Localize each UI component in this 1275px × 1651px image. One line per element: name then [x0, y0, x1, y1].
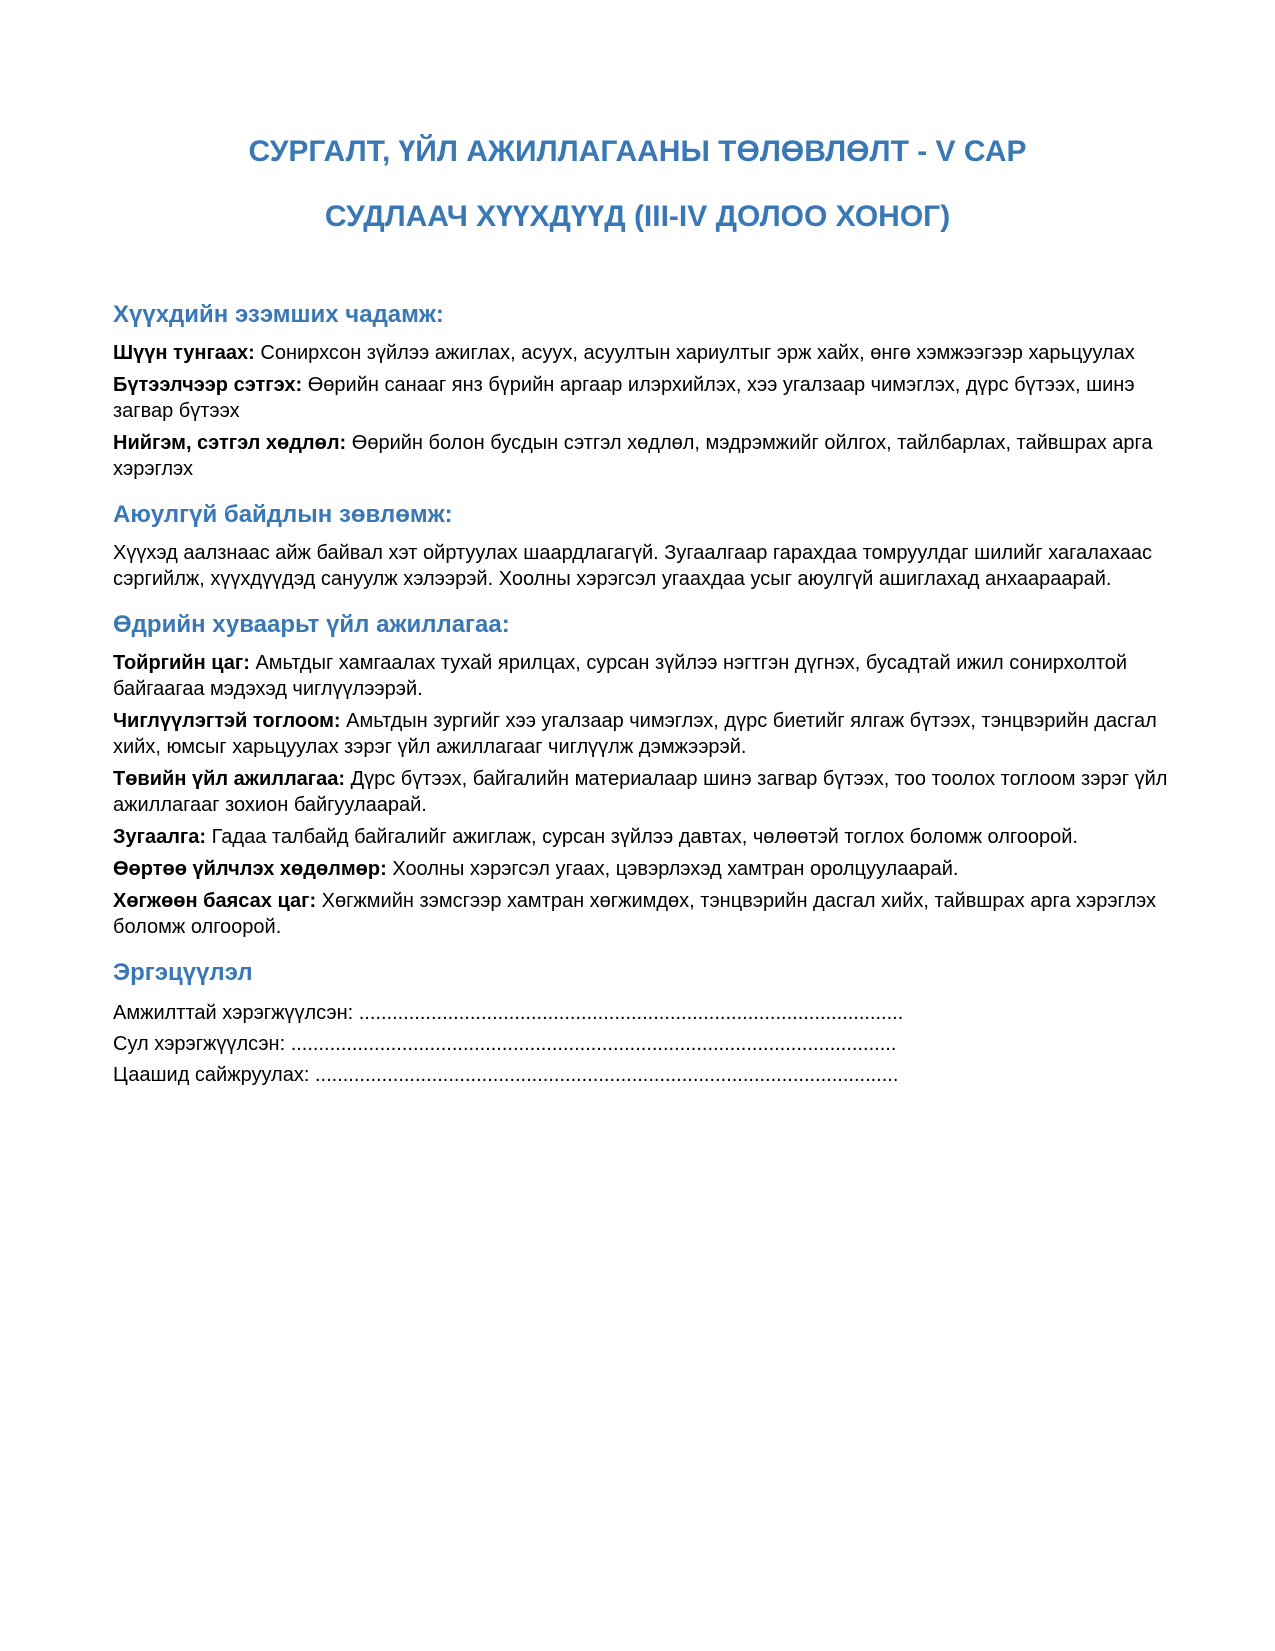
schedule-text: Амьтдын зургийг хээ угалзаар чимэглэх, дүрс биетийг ялгаж бүтээх, тэнцвэрийн дасгал хийх, юмсыг харьцуулах зэрэг үйл ажиллагааг чиглүүлж дэмжээрэй. — [113, 710, 1157, 758]
competency-item — [113, 372, 1173, 424]
safety-text: Хүүхэд аалзнаас айж байвал хэт ойртуулах шаардлагагүй. Зугаалгаар гарахдаа томруулдаг шилийг хагалахаас сэргийлж, хүүхдүүдэд сануулж хэлээрэй. Хоолны хэрэгсэл угаахдаа усыг аюулгүй ашиглахад анхаараарай. — [113, 542, 1152, 590]
competency-text: Өөрийн болон бусдын сэтгэл хөдлөл, мэдрэмжийг ойлгох, тайлбарлах, тайвшрах арга хэрэглэх — [113, 432, 1153, 480]
safety-heading: Аюулгүй байдлын зөвлөмж: — [113, 501, 453, 528]
evaluation-line-weak: Сул хэрэгжүүлсэн: ............................................................................................................. — [113, 1033, 897, 1055]
evaluation-heading: Эргэцүүлэл — [113, 959, 253, 986]
schedule-item — [113, 824, 1173, 850]
document-body — [113, 300, 1173, 1109]
schedule-item — [113, 708, 1173, 760]
schedule-item — [113, 888, 1173, 940]
schedule-label: Төвийн үйл ажиллагаа: — [113, 768, 346, 790]
competency-text: Сонирхсон зүйлээ ажиглах, асуух, асуултын хариултыг эрж хайх, өнгө хэмжээгээр харьцуулах — [254, 342, 1135, 364]
schedule-text: Хөгжмийн зэмсгээр хамтран хөгжимдөх, тэнцвэрийн дасгал хийх, тайвшрах арга хэрэглэх боломж олгоорой. — [113, 890, 1157, 938]
schedule-label: Зугаалга: — [113, 826, 207, 848]
competency-text: Өөрийн санааг янз бүрийн аргаар илэрхийлэх, хээ угалзаар чимэглэх, дүрс бүтээх, шинэ загвар бүтээх — [113, 374, 1135, 422]
title-line-1: СУРГАЛТ, ҮЙЛ АЖИЛЛАГААНЫ ТӨЛӨВЛӨЛТ - V САР — [248, 135, 1027, 168]
schedule-text: Дүрс бүтээх, байгалийн материалаар шинэ загвар бүтээх, тоо тоолох тоглоом зэрэг үйл ажиллагааг зохион байгуулаарай. — [113, 768, 1168, 816]
schedule-text: Амьтдыг хамгаалах тухай ярилцах, сурсан зүйлээ нэгтгэн дүгнэх, бусадтай ижил сонирхолтой байгаагаа мэдэхэд чиглүүлээрэй. — [113, 652, 1128, 700]
schedule-heading: Өдрийн хуваарьт үйл ажиллагаа: — [113, 611, 510, 638]
schedule-item — [113, 650, 1173, 702]
competency-item — [113, 430, 1173, 482]
schedule-section — [113, 610, 1173, 940]
competencies-heading: Хүүхдийн эзэмших чадамж: — [113, 301, 444, 328]
title-line-2: СУДЛААЧ ХҮҮХДҮҮД (III-IV ДОЛОО ХОНОГ) — [324, 200, 951, 233]
competency-item — [113, 340, 1173, 366]
schedule-label: Өөртөө үйлчлэх хөдөлмөр: — [113, 858, 387, 880]
competency-label: Шүүн тунгаах: — [113, 342, 255, 364]
schedule-label: Чиглүүлэгтэй тоглоом: — [113, 710, 341, 732]
schedule-label: Хөгжөөн баясах цаг: — [113, 890, 317, 912]
evaluation-section — [113, 958, 1173, 1091]
schedule-item — [113, 856, 1173, 882]
schedule-item — [113, 766, 1173, 818]
competency-label: Бүтээлчээр сэтгэх: — [113, 374, 303, 396]
competency-label: Нийгэм, сэтгэл хөдлөл: — [113, 432, 347, 454]
schedule-text: Гадаа талбайд байгалийг ажиглаж, сурсан зүйлээ давтах, чөлөөтэй тоглох боломж олгоорой. — [206, 826, 1078, 848]
evaluation-line-improve: Цаашид сайжруулах: ......................................................................................................... — [113, 1064, 899, 1086]
schedule-label: Тойргийн цаг: — [113, 652, 250, 674]
competencies-section — [113, 300, 1173, 482]
schedule-text: Хоолны хэрэгсэл угаах, цэвэрлэхэд хамтран оролцуулаарай. — [386, 858, 959, 880]
evaluation-line-success: Амжилттай хэрэгжүүлсэн: .................................................................................................. — [113, 1002, 904, 1024]
safety-section — [113, 500, 1173, 592]
